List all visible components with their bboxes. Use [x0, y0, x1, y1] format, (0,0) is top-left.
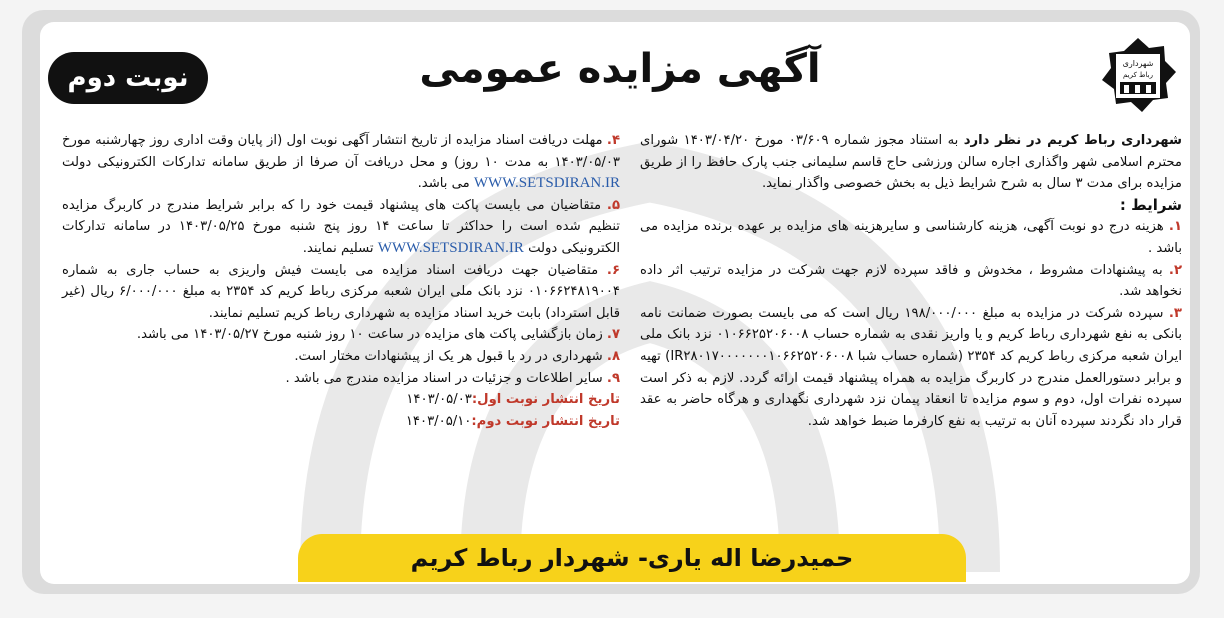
- intro-body: به استناد مجوز شماره ۰۳/۶۰۹ مورخ ۱۴۰۳/۰۴/۲۰ شورای محترم اسلامی شهر واگذاری اجاره سالن ورزشی حاج قاسم سلیمانی جنب پارک حافظ را از طریق مزایده برای مدت ۳ سال به شرح شرایط ذیل به بخش خصوصی واگذار نماید.: [640, 133, 1182, 192]
- right-column: [640, 130, 1182, 432]
- intro-lead: شهرداری رباط کریم در نظر دارد: [963, 133, 1182, 148]
- municipality-logo: [1098, 36, 1178, 116]
- logo-text-line2: رباط کریم: [1123, 71, 1153, 79]
- condition-item: ۵. متقاضیان می بایست پاکت های پیشنهاد قیمت خود را که برابر شرایط مندرج در کاربرگ مزایده تنظیم شده است را حداکثر تا ساعت ۱۴ روز پنج شنبه مورخ ۱۴۰۳/۰۵/۲۵ در سامانه تدارکات الکترونیکی دولت WWW.SETSDIRAN.IR تسلیم نمایند.: [62, 197, 620, 256]
- setadiran-link[interactable]: WWW.SETSDIRAN.IR: [377, 239, 524, 256]
- condition-item: ۶. متقاضیان جهت دریافت اسناد مزایده می بایست فیش واریزی به حساب جاری به شماره ۰۱۰۶۶۲۴۸۱۹۰۰۴ نزد بانک ملی ایران شعبه مرکزی رباط کریم کد ۲۳۵۴ به مبلغ ۶/۰۰۰/۰۰۰ ریال (غیر قابل استرداد) بابت خرید اسناد مزایده به شهرداری رباط کریم تسلیم نمایند.: [62, 262, 620, 321]
- second-publish-date: تاریخ انتشار نوبت دوم:۱۴۰۳/۰۵/۱۰: [405, 413, 620, 429]
- condition-item: ۸. شهرداری در رد یا قبول هر یک از پیشنهادات مختار است.: [294, 348, 620, 364]
- condition-item: ۱. هزینه درج دو نوبت آگهی، هزینه کارشناسی و سایرهزینه های مزایده بر عهده برنده مزایده می باشد .: [640, 219, 1182, 256]
- intro-paragraph: [640, 130, 1182, 195]
- condition-item: ۹. سایر اطلاعات و جزئیات در اسناد مزایده مندرج می باشد .: [285, 370, 620, 386]
- condition-item: ۴. مهلت دریافت اسناد مزایده از تاریخ انتشار آگهی نوبت اول (از پایان وقت اداری روز چهارشنبه مورخ ۱۴۰۳/۰۵/۰۳ به مدت ۱۰ روز) و محل دریافت آن صرفا از طریق سامانه تدارکات الکترونیکی دولت WWW.SETSDIRAN.IR می باشد.: [62, 133, 620, 192]
- condition-item: ۲. به پیشنهادات مشروط ، مخدوش و فاقد سپرده لازم جهت شرکت در مزایده ترتیب اثر داده نخواهد شد.: [640, 262, 1182, 300]
- setadiran-link[interactable]: WWW.SETSDIRAN.IR: [473, 175, 620, 192]
- logo-text-line1: شهرداری: [1122, 59, 1154, 68]
- first-publish-date: تاریخ انتشار نوبت اول:۱۴۰۳/۰۵/۰۳: [406, 392, 620, 408]
- left-column: [62, 130, 620, 432]
- notice-title: آگهی مزایده عمومی: [419, 46, 821, 92]
- condition-item: ۷. زمان بازگشایی پاکت های مزایده در ساعت ۱۰ روز شنبه مورخ ۱۴۰۳/۰۵/۲۷ می باشد.: [136, 327, 620, 343]
- edition-badge: نوبت دوم: [48, 52, 208, 104]
- condition-item: ۳. سپرده شرکت در مزایده به مبلغ ۱۹۸/۰۰۰/۰۰۰ ریال است که می بایست بصورت ضمانت نامه بانکی به نفع شهرداری رباط کریم و یا واریز نقدی به شماره حساب ۰۱۰۶۶۲۵۲۰۶۰۰۸ نزد بانک ملی ایران شعبه مرکزی رباط کریم کد ۲۳۵۴ (شماره حساب شبا IR۲۸۰۱۷۰۰۰۰۰۰۰۱۰۶۶۲۵۲۰۶۰۰۸) تهیه و برابر دستورالعمل مندرج در کاربرگ مزایده به همراه پیشنهاد قیمت ارائه گردد. لازم به ذکر است سپرده نفرات اول، دوم و سوم مزایده تا انعقاد پیمان نزد شهرداری نگهداری و هرگاه حاضر به عقد قرار داد نگردند سپرده آنان به ترتیب به نفع کارفرما ضبط خواهد شد.: [640, 305, 1182, 429]
- conditions-title: شرایط :: [1119, 195, 1182, 214]
- notice-paper: [40, 22, 1190, 584]
- mayor-signature-banner: حمیدرضا اله یاری- شهردار رباط کریم: [298, 534, 966, 582]
